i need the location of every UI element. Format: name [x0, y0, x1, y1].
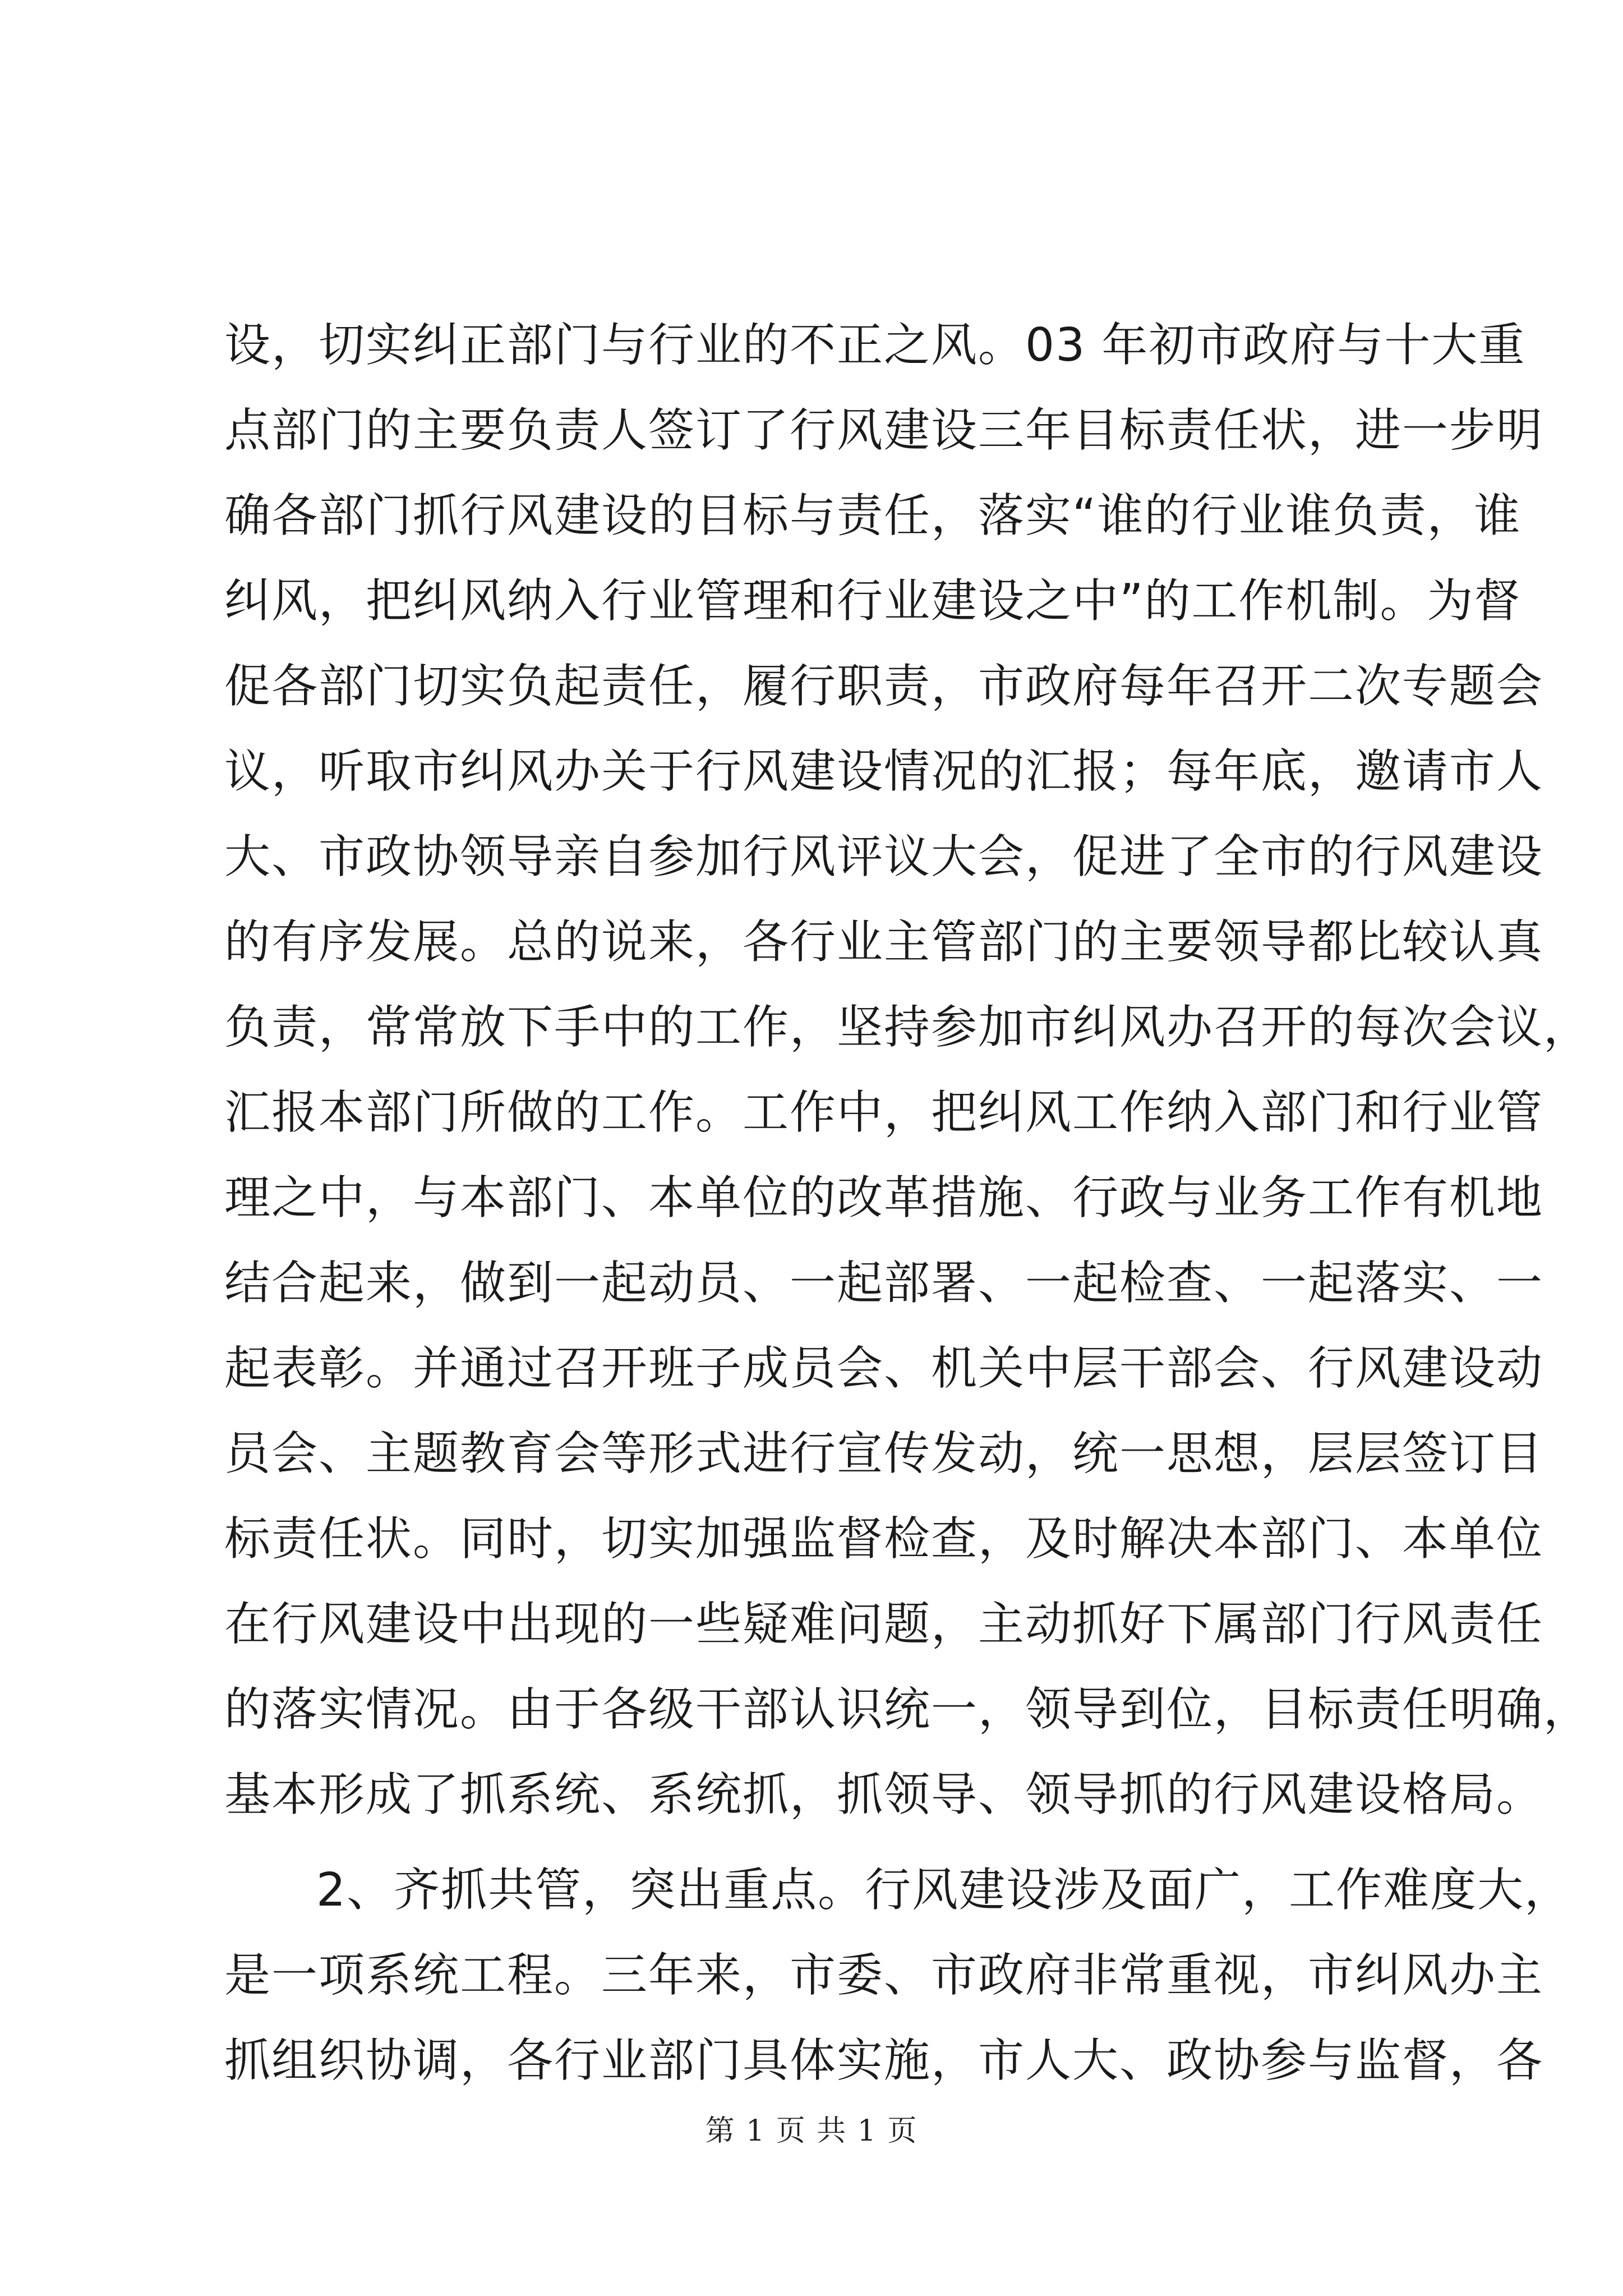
text-line: 的有序发展。总的说来，各行业主管部门的主要领导都比较认真 [224, 915, 1544, 969]
text-line: 基本形成了抓系统、系统抓，抓领导、领导抓的行风建设格局。 [224, 1768, 1544, 1821]
text-line: 设，切实纠正部门与行业的不正之风。03 年初市政府与十大重 [224, 319, 1526, 372]
paragraph-2-line: 抓组织协调，各行业部门具体实施，市人大、政协参与监督，各 [224, 2034, 1544, 2087]
text-line: 标责任状。同时，切实加强监督检查，及时解决本部门、本单位 [224, 1512, 1544, 1566]
text-line: 议，听取市纠风办关于行风建设情况的汇报；每年底，邀请市人 [224, 745, 1544, 798]
paragraph-2-line: 是一项系统工程。三年来，市委、市政府非常重视，市纠风办主 [224, 1949, 1544, 2002]
text-line: 确各部门抓行风建设的目标与责任，落实“谁的行业谁负责，谁 [224, 489, 1521, 542]
text-line: 结合起来，做到一起动员、一起部署、一起检查、一起落实、一 [224, 1257, 1544, 1310]
document-body [224, 303, 1591, 2104]
text-line: 在行风建设中出现的一些疑难问题，主动抓好下属部门行风责任 [224, 1598, 1544, 1651]
text-line: 负责，常常放下手中的工作，坚持参加市纠风办召开的每次会议， [224, 1001, 1591, 1054]
page-footer: 第 1 页 共 1 页 [705, 2114, 918, 2148]
text-line: 起表彰。并通过召开班子成员会、机关中层干部会、行风建设动 [224, 1342, 1544, 1395]
text-line: 促各部门切实负起责任，履行职责，市政府每年召开二次专题会 [224, 660, 1544, 713]
text-line: 大、市政协领导亲自参加行风评议大会，促进了全市的行风建设 [224, 830, 1544, 884]
text-line: 点部门的主要负责人签订了行风建设三年目标责任状，进一步明 [224, 404, 1544, 457]
text-line: 汇报本部门所做的工作。工作中，把纠风工作纳入部门和行业管 [224, 1086, 1544, 1139]
text-line: 纠风，把纠风纳入行业管理和行业建设之中”的工作机制。为督 [224, 574, 1521, 628]
text-line: 理之中，与本部门、本单位的改革措施、行政与业务工作有机地 [224, 1171, 1544, 1225]
text-line: 员会、主题教育会等形式进行宣传发动，统一思想，层层签订目 [224, 1427, 1544, 1480]
paragraph-2-line: 2、齐抓共管，突出重点。行风建设涉及面广，工作难度大， [316, 1864, 1572, 1917]
text-line: 的落实情况。由于各级干部认识统一，领导到位，目标责任明确， [224, 1683, 1591, 1736]
